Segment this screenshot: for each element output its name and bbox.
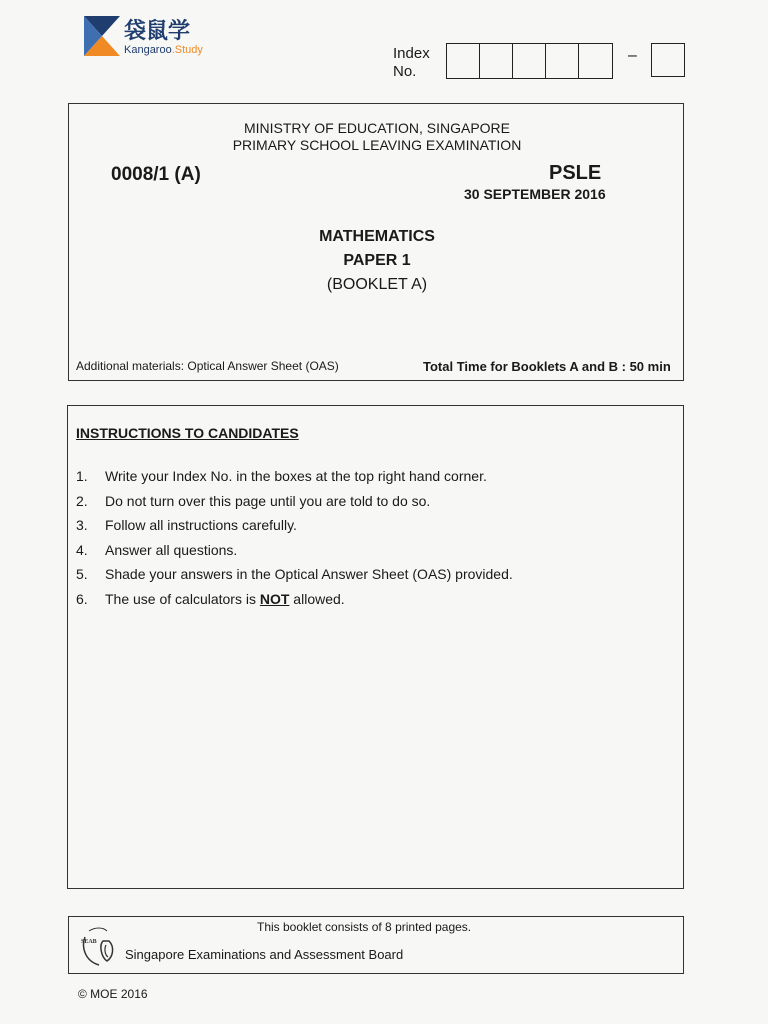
svg-text:SEAB: SEAB	[81, 939, 97, 945]
index-box[interactable]	[513, 44, 546, 78]
additional-materials: Additional materials: Optical Answer Sheet (OAS)	[76, 359, 339, 373]
booklet-title: (BOOKLET A)	[326, 276, 428, 293]
logo-chinese-name: 袋鼠学	[124, 19, 191, 44]
instruction-item: 2. Do not turn over this page until you are told to do so.	[76, 492, 431, 509]
index-separator: –	[628, 47, 637, 64]
index-box[interactable]	[579, 44, 612, 78]
instructions-box	[67, 405, 684, 889]
instruction-item: 1. Write your Index No. in the boxes at the top right hand corner.	[76, 468, 487, 484]
page-count-note: This booklet consists of 8 printed pages.	[257, 920, 472, 934]
index-box[interactable]	[480, 44, 513, 78]
index-no-boxes	[446, 43, 613, 79]
index-box-suffix[interactable]	[651, 43, 685, 77]
exam-header-box	[68, 103, 684, 381]
instructions-list	[76, 466, 513, 613]
instruction-item: 4. Answer all questions.	[76, 541, 238, 558]
seab-logo-icon	[77, 923, 123, 969]
index-no-label: Index No.	[393, 45, 430, 80]
kangaroo-logo-icon	[84, 16, 120, 58]
not-emphasis: NOT	[259, 590, 290, 607]
paper-title: PAPER 1	[343, 252, 411, 269]
kangaroo-study-logo	[84, 16, 214, 60]
board-name: Singapore Examinations and Assessment Board	[125, 947, 404, 962]
exam-date: 30 SEPTEMBER 2016	[464, 186, 606, 202]
instructions-title: INSTRUCTIONS TO CANDIDATES	[76, 425, 299, 441]
instruction-item: 6. The use of calculators is NOT allowed.	[76, 590, 345, 607]
ministry-heading: MINISTRY OF EDUCATION, SINGAPORE PRIMARY SCHOOL LEAVING EXAMINATION	[232, 120, 522, 153]
instruction-item: 5. Shade your answers in the Optical Answer Sheet (OAS) provided.	[76, 566, 513, 582]
index-box[interactable]	[546, 44, 579, 78]
exam-name: PSLE	[549, 162, 602, 184]
paper-code: 0008/1 (A)	[111, 164, 201, 185]
subject-title: MATHEMATICS	[319, 228, 435, 245]
logo-english-name: Kangaroo.Study	[124, 44, 203, 56]
index-box[interactable]	[447, 44, 480, 78]
total-time: Total Time for Booklets A and B : 50 min	[423, 359, 671, 374]
footer-box	[68, 916, 684, 974]
instruction-item: 3. Follow all instructions carefully.	[76, 517, 297, 533]
copyright: © MOE 2016	[78, 987, 148, 1001]
